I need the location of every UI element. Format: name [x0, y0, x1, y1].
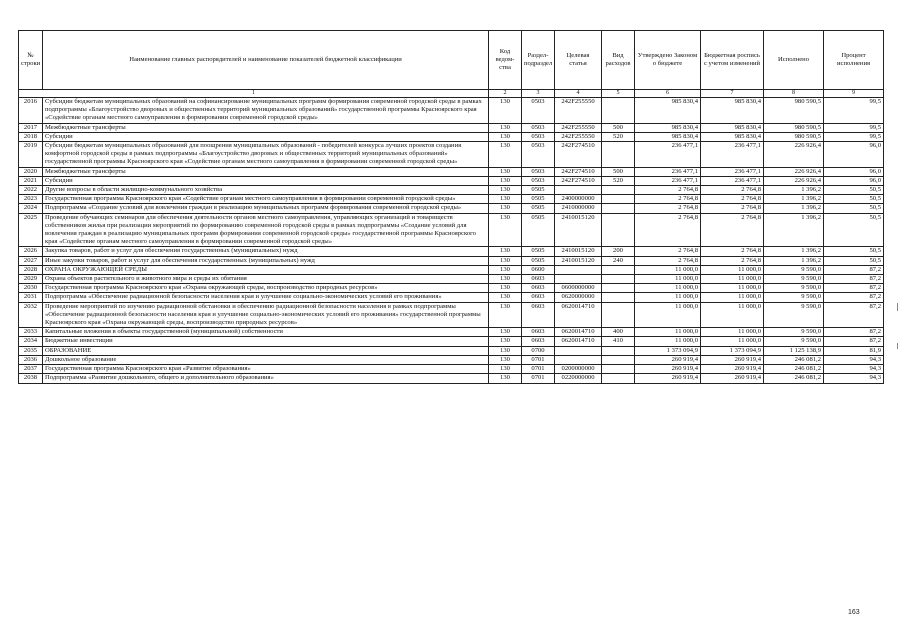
row-department-code: 130: [489, 265, 522, 274]
row-target-article: 0620014710: [555, 302, 602, 328]
row-budget-amount: 11 000,0: [701, 302, 764, 328]
row-budget-amount: 2 764,8: [701, 186, 764, 195]
row-approved-amount: 236 477,1: [635, 142, 701, 168]
row-executed-amount: 1 396,2: [764, 204, 824, 213]
row-expense-type: [602, 98, 635, 124]
row-target-article: 2410015120: [555, 247, 602, 256]
table-row: [19, 167, 884, 176]
row-number: 2029: [19, 275, 43, 284]
row-target-article: 2400000000: [555, 195, 602, 204]
row-executed-amount: 1 396,2: [764, 256, 824, 265]
header-execution-percent: Процент исполнения: [824, 31, 884, 90]
row-approved-amount: 11 000,0: [635, 265, 701, 274]
row-execution-percent: 99,5: [824, 123, 884, 132]
row-number: 2016: [19, 98, 43, 124]
header-indicator-name: Наименование главных распорядителей и наименование показателей бюджетной классификации: [43, 31, 489, 90]
row-indicator-name: ОХРАНА ОКРУЖАЮЩЕЙ СРЕДЫ: [43, 265, 489, 274]
row-target-article: 0200000000: [555, 365, 602, 374]
table-row: [19, 132, 884, 141]
row-budget-amount: 11 000,0: [701, 293, 764, 302]
row-target-article: 2410015120: [555, 213, 602, 247]
row-number: 2038: [19, 374, 43, 383]
row-execution-percent: 50,5: [824, 195, 884, 204]
row-department-code: 130: [489, 98, 522, 124]
table-row: [19, 195, 884, 204]
row-section-subsection: 0600: [522, 265, 555, 274]
column-number: 3: [522, 90, 555, 98]
row-section-subsection: 0603: [522, 328, 555, 337]
row-executed-amount: 226 926,4: [764, 176, 824, 185]
row-approved-amount: 1 373 094,9: [635, 346, 701, 355]
row-execution-percent: 87,2: [824, 265, 884, 274]
row-indicator-name: Государственная программа Красноярского края «Развитие образования»: [43, 365, 489, 374]
header-executed: Исполнено: [764, 31, 824, 90]
table-row: [19, 247, 884, 256]
table-row: [19, 284, 884, 293]
row-approved-amount: 2 764,8: [635, 247, 701, 256]
row-expense-type: 520: [602, 132, 635, 141]
row-expense-type: [602, 293, 635, 302]
row-execution-percent: 87,2: [824, 337, 884, 346]
row-execution-percent: 96,0: [824, 167, 884, 176]
column-number: 4: [555, 90, 602, 98]
row-target-article: 242F274510: [555, 176, 602, 185]
row-number: 2023: [19, 195, 43, 204]
row-approved-amount: 11 000,0: [635, 337, 701, 346]
table-row: [19, 355, 884, 364]
row-target-article: [555, 346, 602, 355]
row-budget-amount: 2 764,8: [701, 204, 764, 213]
row-target-article: 0220000000: [555, 374, 602, 383]
row-number: 2017: [19, 123, 43, 132]
row-number: 2031: [19, 293, 43, 302]
row-execution-percent: 96,0: [824, 142, 884, 168]
row-section-subsection: 0505: [522, 247, 555, 256]
table-row: [19, 123, 884, 132]
row-indicator-name: Закупка товаров, работ и услуг для обеспечения государственных (муниципальных) нужд: [43, 247, 489, 256]
row-budget-amount: 985 830,4: [701, 132, 764, 141]
row-expense-type: 500: [602, 123, 635, 132]
row-target-article: [555, 355, 602, 364]
row-approved-amount: 2 764,8: [635, 213, 701, 247]
row-budget-amount: 260 919,4: [701, 365, 764, 374]
row-budget-amount: 260 919,4: [701, 355, 764, 364]
row-number: 2036: [19, 355, 43, 364]
row-executed-amount: 9 590,0: [764, 337, 824, 346]
row-executed-amount: 9 590,0: [764, 275, 824, 284]
row-expense-type: 400: [602, 328, 635, 337]
row-department-code: 130: [489, 195, 522, 204]
row-indicator-name: Проведение обучающих семинаров для обеспечения деятельности органов местного самоуправления, управляющих организаций и товариществ собственников жилья при реализации мероприятий по формированию современной городской среды в рамках подпрограммы «Создание условий для вовлечения граждан в реализацию муниципальных программ формирования современной городской среды» государственной программы Красноярского края «Содействие органам местного самоуправления в формировании современной городской среды»: [43, 213, 489, 247]
row-section-subsection: 0503: [522, 123, 555, 132]
row-executed-amount: 1 396,2: [764, 247, 824, 256]
column-number: 2: [489, 90, 522, 98]
row-section-subsection: 0505: [522, 204, 555, 213]
row-target-article: [555, 265, 602, 274]
column-number: 5: [602, 90, 635, 98]
row-target-article: 0620000000: [555, 293, 602, 302]
row-section-subsection: 0701: [522, 355, 555, 364]
row-target-article: 242F274510: [555, 167, 602, 176]
row-expense-type: [602, 346, 635, 355]
row-target-article: 242F255550: [555, 123, 602, 132]
row-executed-amount: 246 081,2: [764, 355, 824, 364]
column-number-row: [19, 90, 884, 98]
row-indicator-name: Капитальные вложения в объекты государственной (муниципальной) собственности: [43, 328, 489, 337]
table-row: [19, 302, 884, 328]
row-budget-amount: 11 000,0: [701, 337, 764, 346]
budget-execution-table: [18, 30, 884, 384]
row-budget-amount: 236 477,1: [701, 167, 764, 176]
row-department-code: 130: [489, 142, 522, 168]
row-department-code: 130: [489, 132, 522, 141]
row-approved-amount: 236 477,1: [635, 167, 701, 176]
row-department-code: 130: [489, 355, 522, 364]
table-row: [19, 265, 884, 274]
table-row: [19, 98, 884, 124]
row-section-subsection: 0603: [522, 275, 555, 284]
table-header-row: [19, 31, 884, 90]
scan-mark: [897, 343, 898, 349]
row-execution-percent: 50,5: [824, 256, 884, 265]
table-row: [19, 256, 884, 265]
header-budget-schedule: Бюджетная роспись с учетом изменений: [701, 31, 764, 90]
row-approved-amount: 2 764,8: [635, 256, 701, 265]
column-number: 1: [19, 90, 489, 98]
header-approved-by-law: Утверждено Законом о бюджете: [635, 31, 701, 90]
row-execution-percent: 87,2: [824, 275, 884, 284]
row-execution-percent: 50,5: [824, 186, 884, 195]
header-department-code: Код ведом-ства: [489, 31, 522, 90]
row-expense-type: 500: [602, 167, 635, 176]
table-row: [19, 176, 884, 185]
row-target-article: 242F274510: [555, 142, 602, 168]
column-number: 9: [824, 90, 884, 98]
row-number: 2024: [19, 204, 43, 213]
row-department-code: 130: [489, 123, 522, 132]
row-target-article: 0600000000: [555, 284, 602, 293]
row-number: 2027: [19, 256, 43, 265]
row-budget-amount: 11 000,0: [701, 275, 764, 284]
row-approved-amount: 2 764,8: [635, 186, 701, 195]
row-section-subsection: 0603: [522, 284, 555, 293]
row-section-subsection: 0503: [522, 167, 555, 176]
row-number: 2034: [19, 337, 43, 346]
row-department-code: 130: [489, 365, 522, 374]
row-approved-amount: 11 000,0: [635, 293, 701, 302]
row-department-code: 130: [489, 275, 522, 284]
row-indicator-name: Подпрограмма «Развитие дошкольного, общего и дополнительного образования»: [43, 374, 489, 383]
row-indicator-name: Субсидии бюджетам муниципальных образований для поощрения муниципальных образований - победителей конкурса лучших проектов создания комфортной городской среды в рамках подпрограммы «Благоустройство дворовых и общественных территорий муниципальных образований» государственной программы Красноярского края «Содействие органам местного самоуправления в формировании современной городской среды»: [43, 142, 489, 168]
row-execution-percent: 81,9: [824, 346, 884, 355]
row-approved-amount: 2 764,8: [635, 204, 701, 213]
column-number: 8: [764, 90, 824, 98]
row-number: 2033: [19, 328, 43, 337]
row-executed-amount: 1 396,2: [764, 195, 824, 204]
row-budget-amount: 11 000,0: [701, 265, 764, 274]
row-approved-amount: 11 000,0: [635, 284, 701, 293]
row-expense-type: [602, 195, 635, 204]
row-number: 2020: [19, 167, 43, 176]
row-number: 2025: [19, 213, 43, 247]
row-section-subsection: 0503: [522, 176, 555, 185]
table-row: [19, 142, 884, 168]
row-expense-type: 520: [602, 176, 635, 185]
row-number: 2030: [19, 284, 43, 293]
page-number: 163: [848, 609, 860, 616]
row-executed-amount: 980 590,5: [764, 98, 824, 124]
row-department-code: 130: [489, 284, 522, 293]
row-expense-type: [602, 275, 635, 284]
row-execution-percent: 87,2: [824, 284, 884, 293]
column-number: 6: [635, 90, 701, 98]
table-row: [19, 337, 884, 346]
row-executed-amount: 1 125 138,9: [764, 346, 824, 355]
row-execution-percent: 87,2: [824, 302, 884, 328]
row-execution-percent: 94,3: [824, 355, 884, 364]
row-executed-amount: 9 590,0: [764, 284, 824, 293]
row-expense-type: [602, 365, 635, 374]
row-executed-amount: 9 590,0: [764, 293, 824, 302]
row-executed-amount: 226 926,4: [764, 142, 824, 168]
row-indicator-name: ОБРАЗОВАНИЕ: [43, 346, 489, 355]
row-section-subsection: 0701: [522, 365, 555, 374]
row-department-code: 130: [489, 302, 522, 328]
row-executed-amount: 1 396,2: [764, 213, 824, 247]
row-approved-amount: 11 000,0: [635, 302, 701, 328]
row-number: 2032: [19, 302, 43, 328]
scan-mark: [897, 303, 898, 311]
row-department-code: 130: [489, 204, 522, 213]
row-section-subsection: 0503: [522, 98, 555, 124]
row-target-article: [555, 275, 602, 284]
row-indicator-name: Бюджетные инвестиции: [43, 337, 489, 346]
row-expense-type: 200: [602, 247, 635, 256]
row-executed-amount: 246 081,2: [764, 365, 824, 374]
row-budget-amount: 2 764,8: [701, 195, 764, 204]
header-target-article: Целевая статья: [555, 31, 602, 90]
row-expense-type: [602, 284, 635, 293]
row-target-article: 2410015120: [555, 256, 602, 265]
row-execution-percent: 94,3: [824, 365, 884, 374]
table-row: [19, 275, 884, 284]
row-department-code: 130: [489, 213, 522, 247]
row-target-article: [555, 186, 602, 195]
row-execution-percent: 87,2: [824, 293, 884, 302]
row-department-code: 130: [489, 186, 522, 195]
row-approved-amount: 2 764,8: [635, 195, 701, 204]
header-section-subsection: Раздел-подраздел: [522, 31, 555, 90]
row-indicator-name: Подпрограмма «Создание условий для вовлечения граждан в реализацию муниципальных программ формирования современной городской среды»: [43, 204, 489, 213]
row-number: 2037: [19, 365, 43, 374]
row-budget-amount: 2 764,8: [701, 256, 764, 265]
row-indicator-name: Охрана объектов растительного и животного мира и среды их обитания: [43, 275, 489, 284]
row-section-subsection: 0603: [522, 302, 555, 328]
row-department-code: 130: [489, 256, 522, 265]
row-target-article: 242F255550: [555, 132, 602, 141]
table-row: [19, 328, 884, 337]
row-executed-amount: 1 396,2: [764, 186, 824, 195]
row-indicator-name: Субсидии: [43, 176, 489, 185]
table-row: [19, 186, 884, 195]
row-indicator-name: Государственная программа Красноярского края «Содействие органам местного самоуправления в формировании современной городской среды»: [43, 195, 489, 204]
row-department-code: 130: [489, 346, 522, 355]
row-approved-amount: 260 919,4: [635, 374, 701, 383]
row-expense-type: 240: [602, 256, 635, 265]
header-expense-type: Вид расходов: [602, 31, 635, 90]
row-department-code: 130: [489, 328, 522, 337]
row-indicator-name: Субсидии бюджетам муниципальных образований на софинансирование муниципальных программ формирования современной городской среды в рамках подпрограммы «Благоустройство дворовых и общественных территорий муниципальных образований» государственной программы Красноярского края «Содействие органам местного самоуправления в формировании современной городской среды»: [43, 98, 489, 124]
row-execution-percent: 94,3: [824, 374, 884, 383]
row-execution-percent: 50,5: [824, 247, 884, 256]
row-target-article: 242F255550: [555, 98, 602, 124]
row-section-subsection: 0505: [522, 195, 555, 204]
row-executed-amount: 9 590,0: [764, 265, 824, 274]
row-execution-percent: 50,5: [824, 213, 884, 247]
row-department-code: 130: [489, 167, 522, 176]
row-indicator-name: Другие вопросы в области жилищно-коммунального хозяйства: [43, 186, 489, 195]
row-expense-type: 410: [602, 337, 635, 346]
row-approved-amount: 260 919,4: [635, 355, 701, 364]
row-indicator-name: Проведение мероприятий по изучению радиационной обстановки и обеспечению радиационной безопасности населения в рамках подпрограммы «Обеспечение радиационной безопасности населения края и улучшение социально-экономических условий его проживания» государственной программы Красноярского края «Охрана окружающей среды, воспроизводство природных ресурсов»: [43, 302, 489, 328]
table-row: [19, 293, 884, 302]
row-expense-type: [602, 204, 635, 213]
row-number: 2035: [19, 346, 43, 355]
row-executed-amount: 9 590,0: [764, 302, 824, 328]
row-budget-amount: 985 830,4: [701, 98, 764, 124]
row-budget-amount: 260 919,4: [701, 374, 764, 383]
row-section-subsection: 0701: [522, 374, 555, 383]
row-department-code: 130: [489, 337, 522, 346]
row-execution-percent: 99,5: [824, 132, 884, 141]
row-execution-percent: 87,2: [824, 328, 884, 337]
row-executed-amount: 980 590,5: [764, 123, 824, 132]
row-approved-amount: 260 919,4: [635, 365, 701, 374]
row-executed-amount: 980 590,5: [764, 132, 824, 141]
row-approved-amount: 985 830,4: [635, 123, 701, 132]
row-approved-amount: 985 830,4: [635, 98, 701, 124]
row-target-article: 0620014710: [555, 337, 602, 346]
table-row: [19, 213, 884, 247]
row-expense-type: [602, 302, 635, 328]
row-department-code: 130: [489, 293, 522, 302]
table-row: [19, 346, 884, 355]
row-approved-amount: 236 477,1: [635, 176, 701, 185]
row-budget-amount: 2 764,8: [701, 247, 764, 256]
table-row: [19, 365, 884, 374]
row-expense-type: [602, 374, 635, 383]
row-section-subsection: 0503: [522, 142, 555, 168]
row-section-subsection: 0505: [522, 256, 555, 265]
row-executed-amount: 246 081,2: [764, 374, 824, 383]
row-number: 2019: [19, 142, 43, 168]
row-expense-type: [602, 213, 635, 247]
row-section-subsection: 0505: [522, 186, 555, 195]
row-indicator-name: Государственная программа Красноярского края «Охрана окружающей среды, воспроизводство природных ресурсов»: [43, 284, 489, 293]
row-number: 2028: [19, 265, 43, 274]
row-expense-type: [602, 142, 635, 168]
row-number: 2026: [19, 247, 43, 256]
row-budget-amount: 236 477,1: [701, 176, 764, 185]
row-approved-amount: 985 830,4: [635, 132, 701, 141]
row-section-subsection: 0505: [522, 213, 555, 247]
row-budget-amount: 11 000,0: [701, 328, 764, 337]
row-execution-percent: 99,5: [824, 98, 884, 124]
row-indicator-name: Подпрограмма «Обеспечение радиационной безопасности населения края и улучшение социально-экономических условий его проживания»: [43, 293, 489, 302]
row-budget-amount: 236 477,1: [701, 142, 764, 168]
row-target-article: 0620014710: [555, 328, 602, 337]
header-row-number: № строки: [19, 31, 43, 90]
table-row: [19, 374, 884, 383]
row-indicator-name: Субсидии: [43, 132, 489, 141]
row-expense-type: [602, 186, 635, 195]
row-execution-percent: 50,5: [824, 204, 884, 213]
row-indicator-name: Межбюджетные трансферты: [43, 123, 489, 132]
row-approved-amount: 11 000,0: [635, 275, 701, 284]
row-expense-type: [602, 355, 635, 364]
row-budget-amount: 1 373 094,9: [701, 346, 764, 355]
row-department-code: 130: [489, 374, 522, 383]
row-number: 2018: [19, 132, 43, 141]
row-budget-amount: 11 000,0: [701, 284, 764, 293]
row-department-code: 130: [489, 176, 522, 185]
row-execution-percent: 96,0: [824, 176, 884, 185]
row-department-code: 130: [489, 247, 522, 256]
row-budget-amount: 985 830,4: [701, 123, 764, 132]
row-section-subsection: 0700: [522, 346, 555, 355]
row-approved-amount: 11 000,0: [635, 328, 701, 337]
table-body: [19, 98, 884, 384]
row-budget-amount: 2 764,8: [701, 213, 764, 247]
row-indicator-name: Иные закупки товаров, работ и услуг для обеспечения государственных (муниципальных) нужд: [43, 256, 489, 265]
row-indicator-name: Дошкольное образование: [43, 355, 489, 364]
row-number: 2022: [19, 186, 43, 195]
table-row: [19, 204, 884, 213]
column-number: 7: [701, 90, 764, 98]
row-number: 2021: [19, 176, 43, 185]
row-section-subsection: 0503: [522, 132, 555, 141]
row-target-article: 2410000000: [555, 204, 602, 213]
row-section-subsection: 0603: [522, 337, 555, 346]
row-section-subsection: 0603: [522, 293, 555, 302]
row-executed-amount: 9 590,0: [764, 328, 824, 337]
row-executed-amount: 226 926,4: [764, 167, 824, 176]
row-expense-type: [602, 265, 635, 274]
row-indicator-name: Межбюджетные трансферты: [43, 167, 489, 176]
